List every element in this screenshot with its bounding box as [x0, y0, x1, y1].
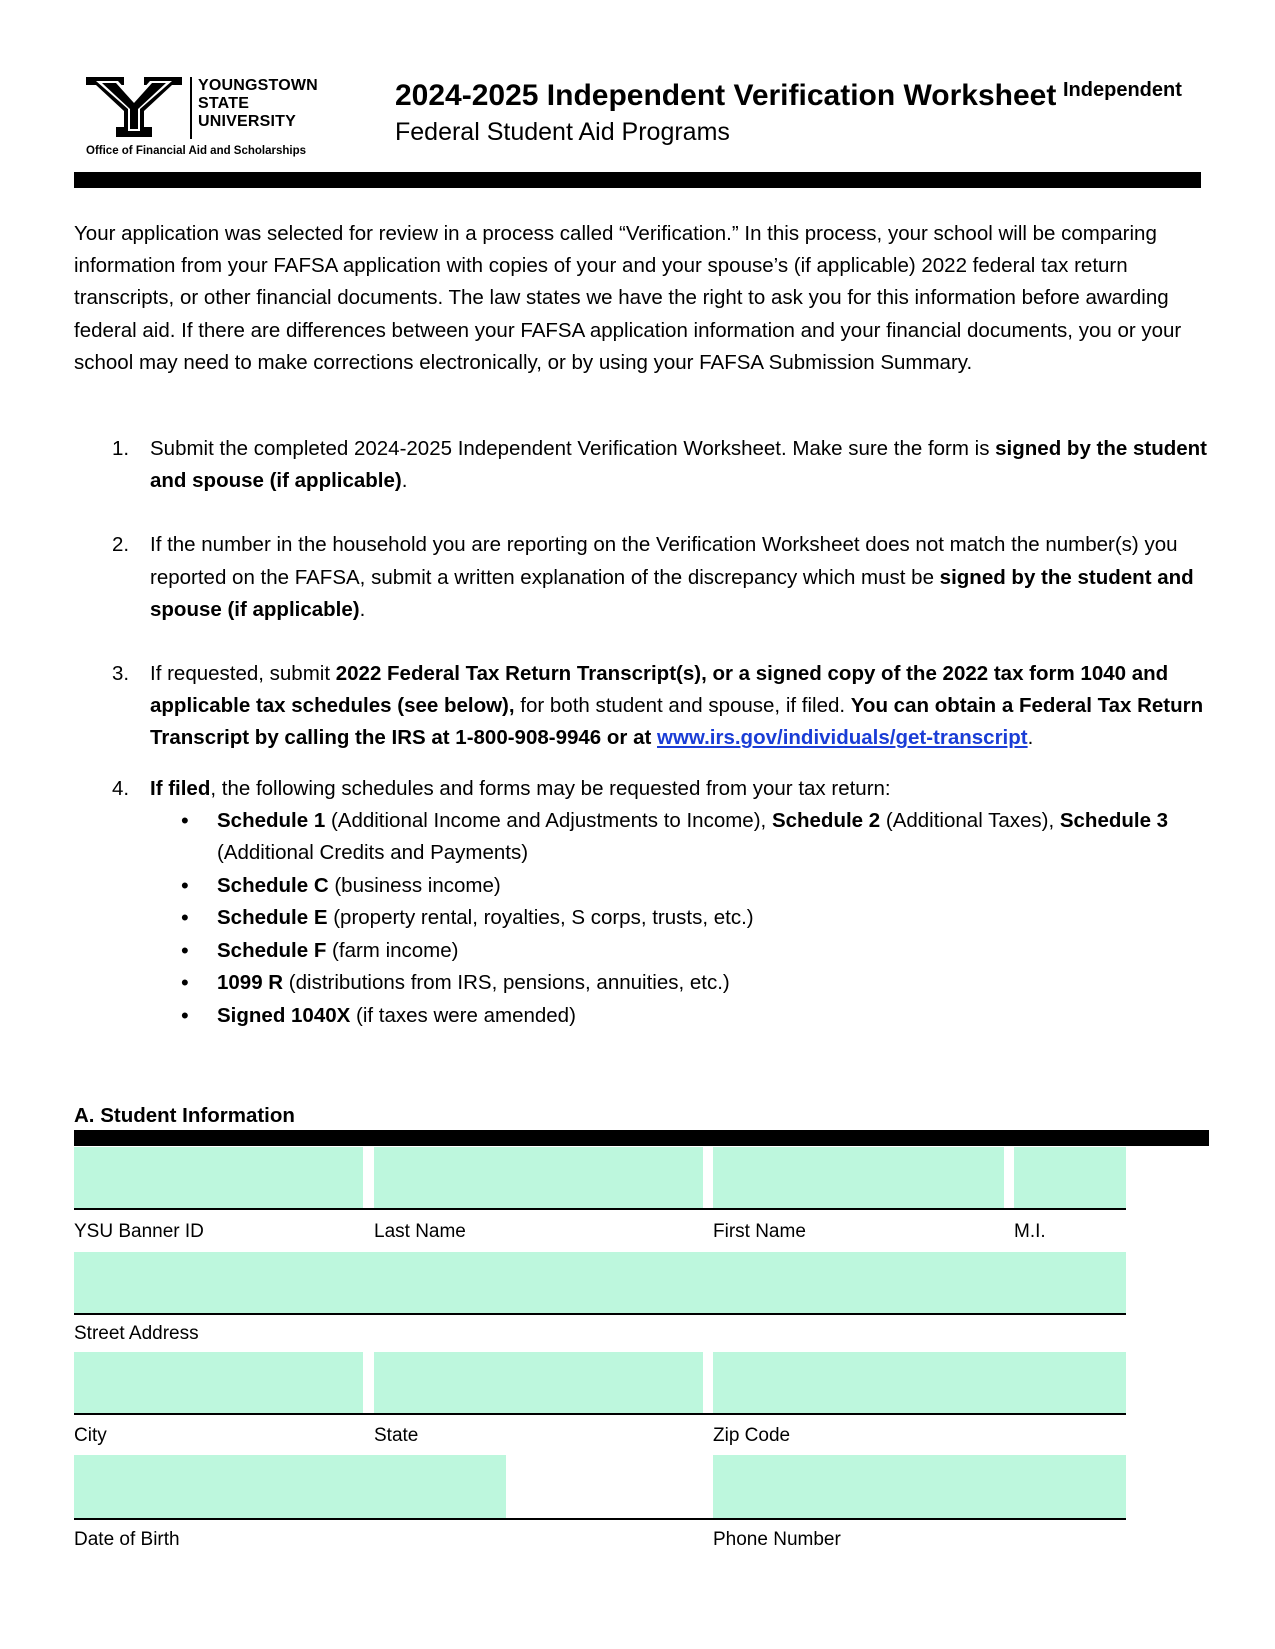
step-2: 2. If the number in the household you are reporting on the Verification Worksheet does not match the number(s) you reported on the FAFSA, submit a written explanation of the discrepancy which must be signed by the student and spouse (if applicable).: [112, 533, 1194, 621]
dob-phone-spacer: [506, 1455, 713, 1520]
irs-transcript-link[interactable]: www.irs.gov/individuals/get-transcript: [657, 726, 1028, 750]
bullet-icon: •: [181, 872, 189, 898]
schedule-list: [74, 805, 1209, 1033]
date-of-birth-label: Date of Birth: [74, 1529, 180, 1550]
list-item: • Schedule 1 (Additional Income and Adjustments to Income), Schedule 2 (Additional Taxes), Schedule 3 (Additional Credits and Payments): [74, 805, 1209, 870]
section-a-divider: [74, 1130, 1209, 1146]
list-item: • Schedule E (property rental, royalties, S corps, trusts, etc.): [74, 902, 1209, 935]
worksheet-type-badge: Independent: [1063, 79, 1182, 101]
date-of-birth-field[interactable]: [74, 1455, 506, 1520]
step-3: 3. If requested, submit 2022 Federal Tax Return Transcript(s), or a signed copy of the 2022 tax form 1040 and applicable tax schedules (see below), for both student and spouse, if filed. You can obtain a Federal Tax Return Transcript by calling the IRS at 1-800-908-9946 or at www.irs.gov/individuals/get-transcript.: [112, 662, 1204, 750]
street-address-field[interactable]: [74, 1252, 1126, 1315]
street-address-label: Street Address: [74, 1323, 199, 1344]
zip-code-label: Zip Code: [713, 1425, 791, 1446]
page-subtitle: Federal Student Aid Programs: [395, 118, 730, 146]
last-name-input[interactable]: [374, 1147, 703, 1210]
office-name: Office of Financial Aid and Scholarships: [86, 145, 307, 157]
mi-spacer: [1004, 1147, 1014, 1210]
header-divider: [74, 172, 1201, 188]
city-field[interactable]: [74, 1352, 363, 1415]
step-4: 4. If filed, the following schedules and forms may be requested from your tax return: • Schedule 1 (Additional Income and Adjustments to Income), Schedule 2 (Additional Taxes), Schedule 3 (Additional Credits and Payments) • Schedule C (business income) • Schedule E (property rental, royalties, S corps, trusts, etc.) • Schedule F (farm income) • 1099 R (distributions from IRS, pensions, annuities, etc.) • Signed 1040X (if taxes were amended): [74, 773, 1209, 1033]
phone-number-label: Phone Number: [713, 1529, 841, 1550]
banner-id-field[interactable]: [74, 1147, 363, 1210]
middle-initial-field[interactable]: [1014, 1147, 1126, 1210]
banner-id-label: YSU Banner ID: [74, 1221, 204, 1242]
bullet-icon: •: [181, 937, 189, 963]
bullet-icon: •: [181, 1002, 189, 1028]
list-item: • Signed 1040X (if taxes were amended): [74, 1000, 1209, 1033]
zip-code-field[interactable]: [713, 1352, 1126, 1415]
page-title: 2024-2025 Independent Verification Worksheet: [395, 79, 1057, 112]
first-name-field[interactable]: [713, 1147, 1004, 1210]
phone-number-field[interactable]: [713, 1455, 1126, 1520]
list-item: • 1099 R (distributions from IRS, pensions, annuities, etc.): [74, 967, 1209, 1000]
first-name-label: First Name: [713, 1221, 806, 1242]
list-item: • Schedule F (farm income): [74, 935, 1209, 968]
ysu-logo: [84, 75, 324, 165]
last-name-label: Last Name: [374, 1221, 466, 1242]
logo-divider: [190, 77, 192, 139]
list-item: • Schedule C (business income): [74, 870, 1209, 903]
city-spacer: [363, 1352, 374, 1415]
university-name: YOUNGSTOWN STATE UNIVERSITY: [198, 77, 318, 130]
ysu-y-logo-icon: [84, 75, 184, 139]
middle-initial-label: M.I.: [1014, 1221, 1046, 1242]
step-1: 1. Submit the completed 2024-2025 Independent Verification Worksheet. Make sure the form is signed by the student and spouse (if applicable).: [112, 437, 1208, 493]
bullet-icon: •: [181, 905, 189, 931]
last-name-field[interactable]: [363, 1147, 374, 1210]
state-field[interactable]: [374, 1352, 703, 1415]
section-a-title: A. Student Information: [74, 1104, 295, 1127]
zip-spacer: [703, 1352, 713, 1415]
first-name-spacer: [703, 1147, 713, 1210]
city-label: City: [74, 1425, 107, 1446]
bullet-icon: •: [181, 807, 189, 833]
instructions-list: [74, 433, 1209, 1032]
bullet-icon: •: [181, 970, 189, 996]
state-label: State: [374, 1425, 419, 1446]
intro-paragraph: Your application was selected for review in a process called “Verification.” In this process, your school will be comparing information from your FAFSA application with copies of your and your spouse’s (if applicable) 2022 federal tax return transcripts, or other financial documents. The law states we have the right to ask you for this information before awarding federal aid. If there are differences between your FAFSA application information and your financial documents, you or your school may need to make corrections electronically, or by using your FAFSA Submission Summary.: [74, 222, 1182, 374]
